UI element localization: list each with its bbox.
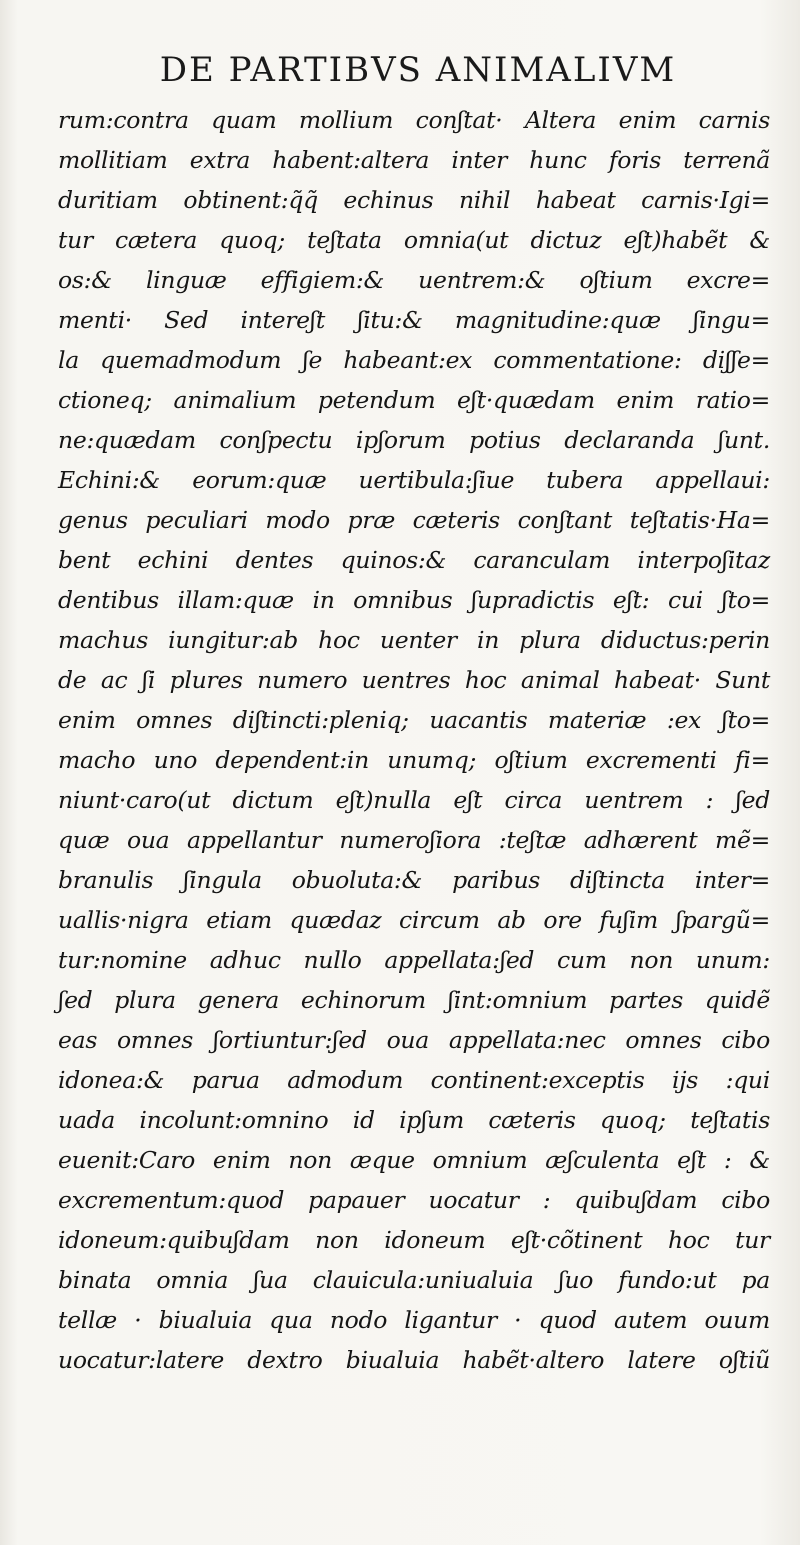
text-line: idoneum:quibuʃdam non idoneum eʃt·cõtinent hoc tur: [58, 1226, 770, 1254]
text-line: os:& linguæ effigiem:& uentrem:& oʃtium excre=: [58, 266, 770, 294]
text-line: machus iungitur:ab hoc uenter in plura diductus:perin: [58, 626, 770, 654]
text-line: ne:quædam conʃpectu ipʃorum potius declaranda ʃunt.: [58, 426, 770, 454]
text-line: tur cætera quoq; teʃtata omnia(ut dictuz eʃt)habẽt &: [58, 226, 770, 254]
text-line: duritiam obtinent:q̃q̃ echinus nihil habeat carnis·Igi=: [58, 186, 770, 214]
text-line: Echini:& eorum:quæ uertibula:ʃiue tubera appellaui:: [58, 466, 770, 494]
text-line: uocatur:latere dextro biualuia habẽt·altero latere oʃtiũ: [58, 1346, 770, 1374]
text-line: de ac ʃi plures numero uentres hoc animal habeat· Sunt: [58, 666, 770, 694]
text-line: menti· Sed intereʃt ʃitu:& magnitudine:quæ ʃingu=: [58, 306, 770, 334]
text-line: eas omnes ʃortiuntur:ʃed oua appellata:nec omnes cibo: [58, 1026, 770, 1054]
text-line: uallis·nigra etiam quædaz circum ab ore fuʃim ʃpargũ=: [58, 906, 770, 934]
text-line: binata omnia ʃua clauicula:uniualuia ʃuo fundo:ut pa: [58, 1266, 770, 1294]
text-line: la quemadmodum ʃe habeant:ex commentatione: diʃʃe=: [58, 346, 770, 374]
text-line: uada incolunt:omnino id ipʃum cæteris quoq; teʃtatis: [58, 1106, 770, 1134]
text-block: [58, 100, 770, 1380]
text-line: branulis ʃingula obuoluta:& paribus diʃtincta inter=: [58, 866, 770, 894]
text-line: ʃed plura genera echinorum ʃint:omnium partes quidẽ: [58, 986, 770, 1014]
text-line: genus peculiari modo præ cæteris conʃtant teʃtatis·Ha=: [58, 506, 770, 534]
text-line: mollitiam extra habent:altera inter hunc foris terrenã: [58, 146, 770, 174]
text-line: tellæ · biualuia qua nodo ligantur · quod autem ouum: [58, 1306, 770, 1334]
text-line: dentibus illam:quæ in omnibus ʃupradictis eʃt: cui ʃto=: [58, 586, 770, 614]
text-line: idonea:& parua admodum continent:exceptis ijs :qui: [58, 1066, 770, 1094]
text-line: tur:nomine adhuc nullo appellata:ʃed cum non unum:: [58, 946, 770, 974]
text-line: excrementum:quod papauer uocatur : quibuʃdam cibo: [58, 1186, 770, 1214]
text-line: rum:contra quam mollium conʃtat· Altera enim carnis: [58, 106, 770, 134]
text-line: enim omnes diʃtincti:pleniq; uacantis materiæ :ex ʃto=: [58, 706, 770, 734]
running-header: DE PARTIBVS ANIMALIVM: [159, 50, 677, 90]
text-line: euenit:Caro enim non æque omnium æʃculenta eʃt : &: [58, 1146, 770, 1174]
text-line: macho uno dependent:in unumq; oʃtium excrementi fi=: [58, 746, 770, 774]
text-line: niunt·caro(ut dictum eʃt)nulla eʃt circa uentrem : ʃed: [58, 786, 770, 814]
text-line: bent echini dentes quinos:& caranculam interpoʃitaz: [58, 546, 770, 574]
text-line: ctioneq; animalium petendum eʃt·quædam enim ratio=: [58, 386, 770, 414]
text-line: quæ oua appellantur numeroʃiora :teʃtæ adhærent mẽ=: [58, 826, 770, 854]
